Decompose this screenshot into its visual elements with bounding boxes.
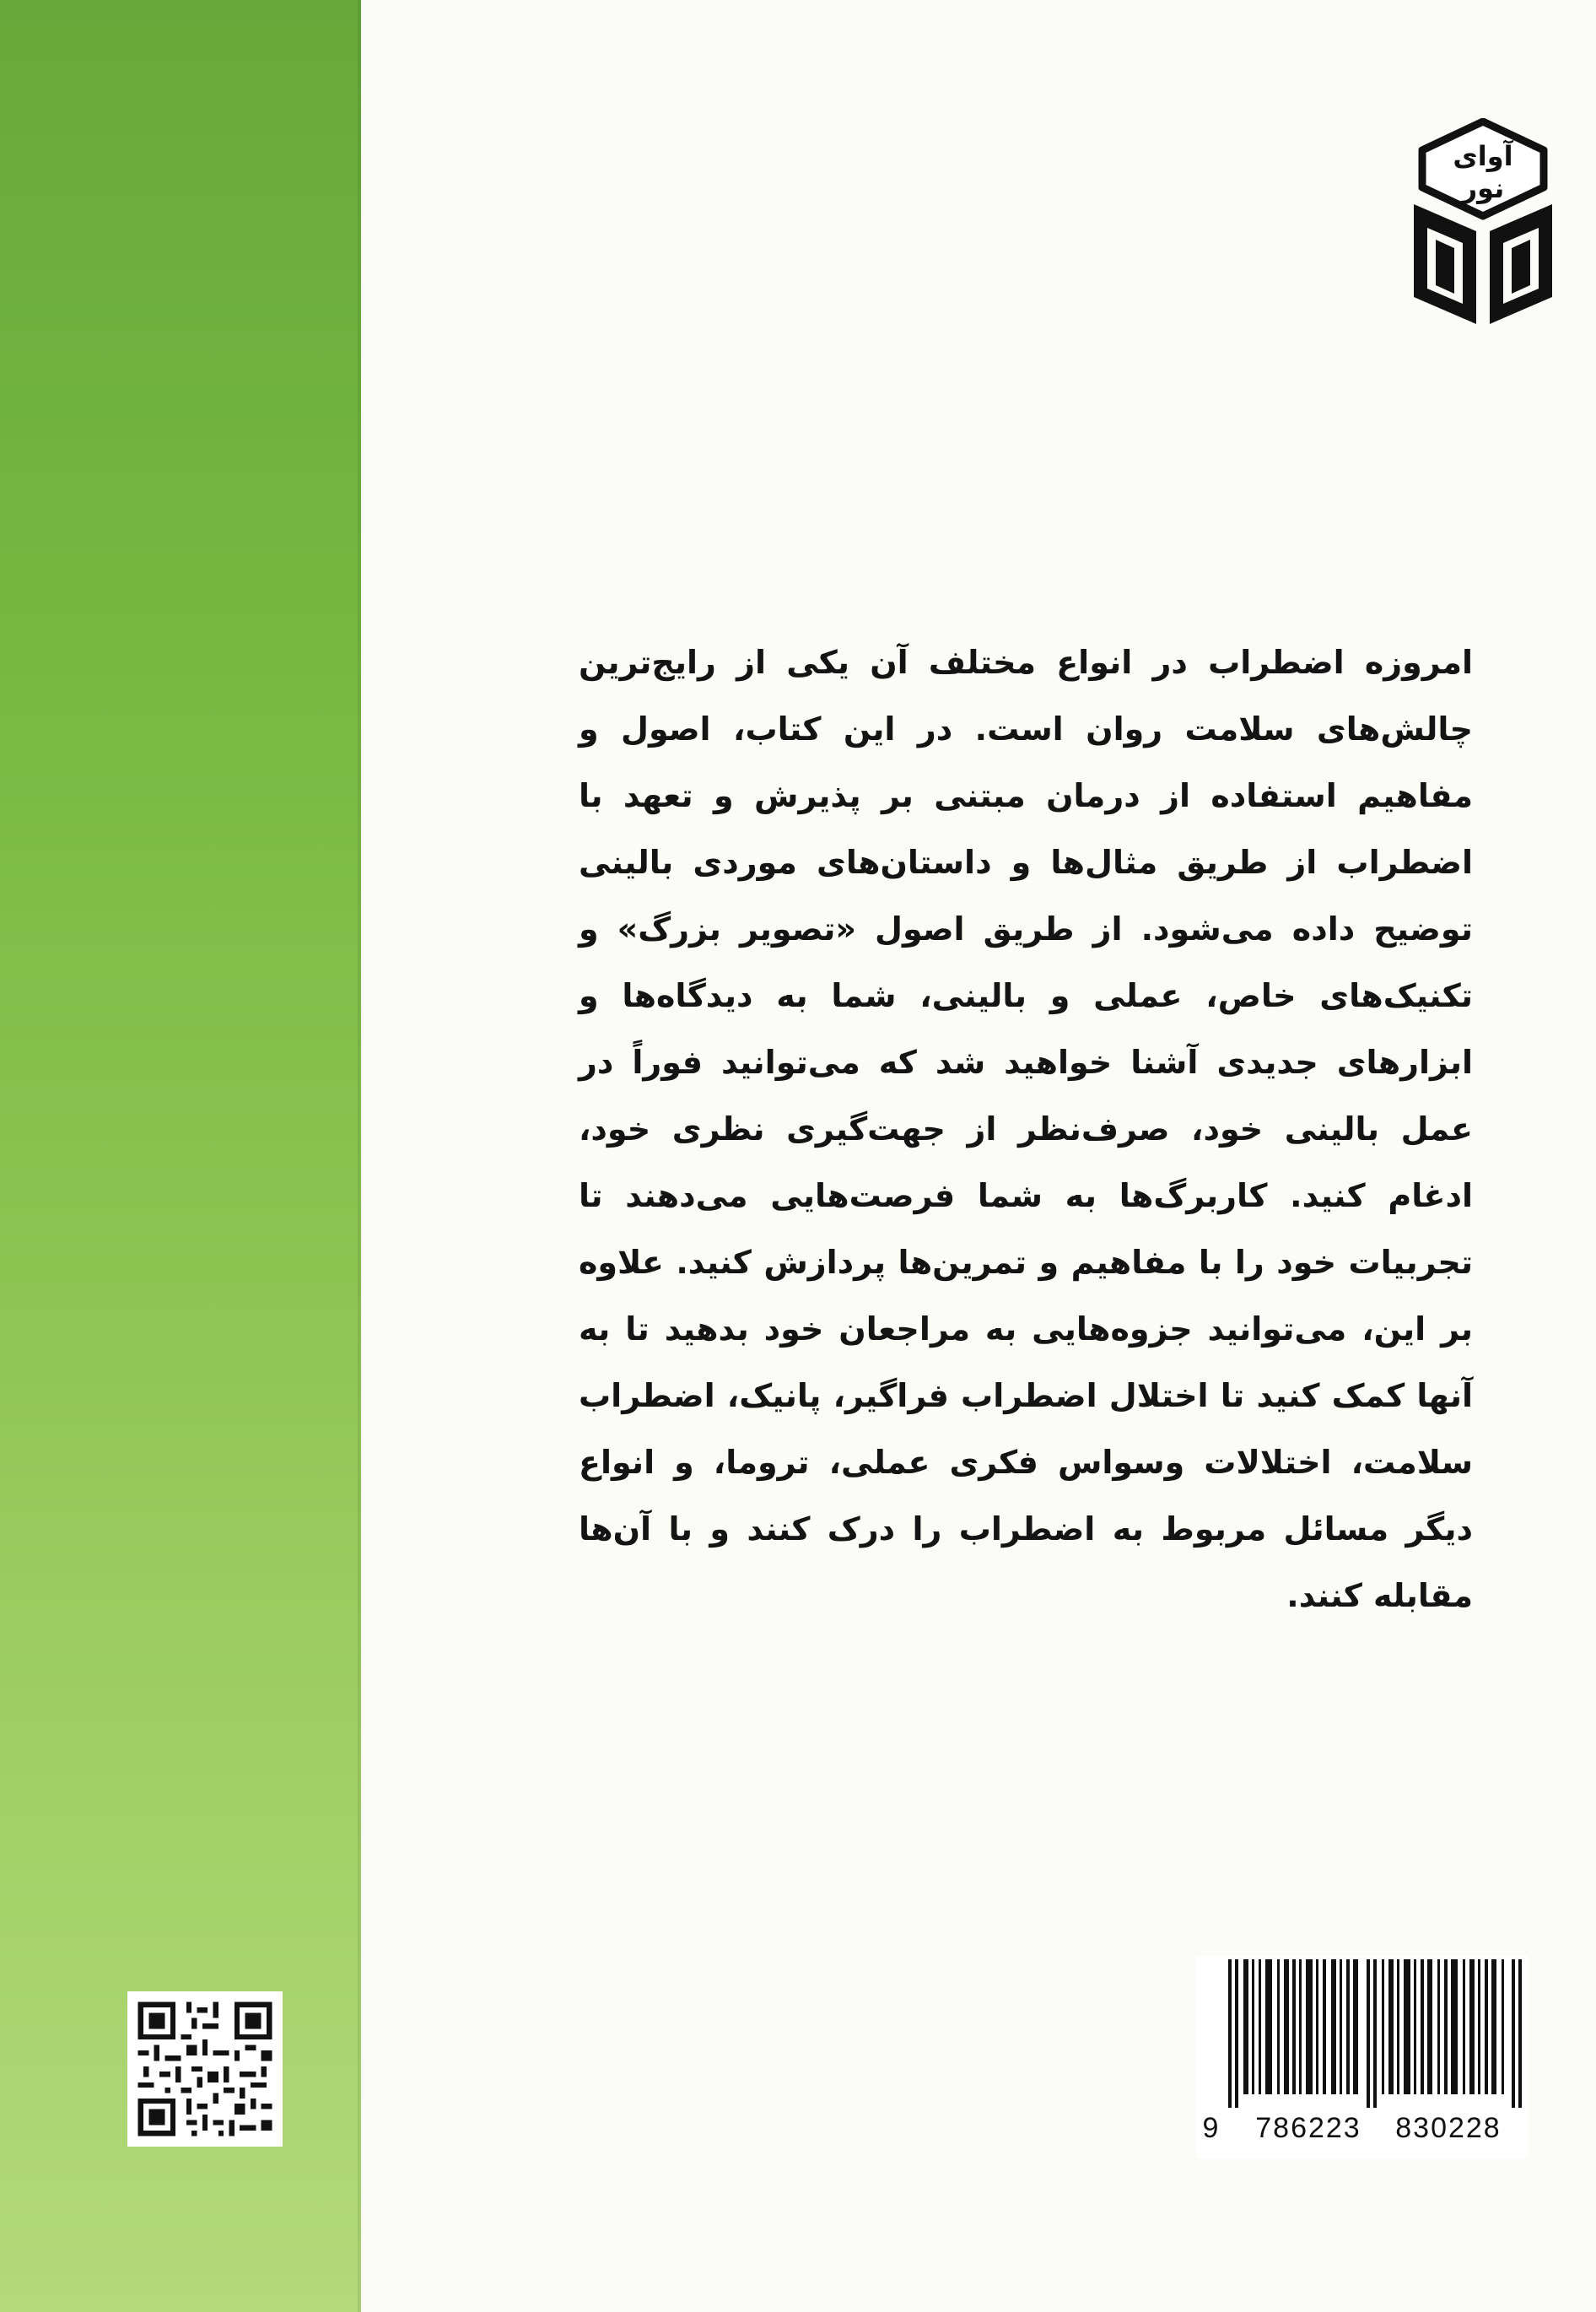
isbn-barcode <box>1196 1956 1529 2158</box>
logo-text-line1: آوای <box>1453 140 1513 172</box>
back-cover-blurb: امروزه اضطراب در انواع مختلف آن یکی از رایج‌ترین چالش‌های سلامت روان است. در این کتاب، اصول و مفاهیم استفاده از درمان مبتنی بر پذیرش و تعهد با اضطراب از طریق مثال‌ها و داستان‌های موردی بالینی توضیح داده می‌شود. از طریق اصول «تصویر بزرگ» و تکنیک‌های خاص، عملی و بالینی، شما به دیدگاه‌ها و ابزارهای جدیدی آشنا خواهید شد که می‌توانید فوراً در عمل بالینی خود، صرف‌نظر از جهت‌گیری نظری خود، ادغام کنید. کاربرگ‌ها به شما فرصت‌هایی می‌دهند تا تجربیات خود را با مفاهیم و تمرین‌ها پردازش کنید. علاوه بر این، می‌توانید جزوه‌هایی به مراجعان خود بدهید تا به آنها کمک کنید تا اختلال اضطراب فراگیر، پانیک، اضطراب سلامت، اختلالات وسواس فکری عملی، تروما، و انواع دیگر مسائل مربوط به اضطراب را درک کنند و با آن‌ها مقابله کنند. <box>579 644 1473 1614</box>
barcode-bars <box>1228 1959 1522 2108</box>
isbn-lead-digit: 9 <box>1202 2112 1219 2144</box>
logo-text-line2: نور <box>1461 172 1505 204</box>
book-shelf-house-icon <box>1410 118 1556 326</box>
isbn-left-group: 786223 <box>1255 2112 1361 2144</box>
isbn-right-group: 830228 <box>1395 2112 1502 2144</box>
barcode-icon <box>1228 1959 1522 2108</box>
green-side-band <box>0 0 361 2312</box>
qr-code-icon <box>127 1991 283 2147</box>
qr-code <box>127 1991 283 2147</box>
band-edge-shadow <box>358 0 363 2312</box>
publisher-logo <box>1410 118 1556 326</box>
